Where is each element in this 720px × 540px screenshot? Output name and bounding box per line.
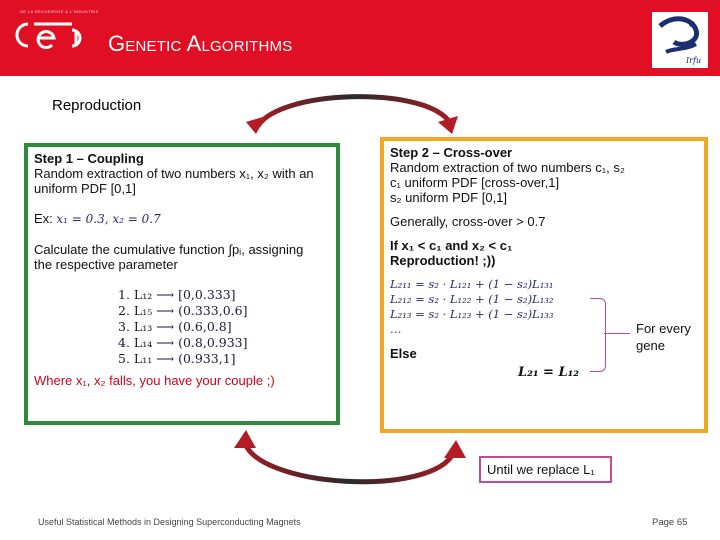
equation-row: L₂₁₂ = s₂ · L₁₂₂ + (1 − s₂)L₁₃₂ <box>390 292 554 306</box>
step1-coupling-box <box>24 143 340 425</box>
gene-bracket-pointer <box>604 333 630 334</box>
step1-cumulative-line2: the respective parameter <box>34 257 178 272</box>
equation-row: L₂₁₃ = s₂ · L₁₂₃ + (1 − s₂)L₁₃₃ <box>390 307 554 321</box>
step2-generally: Generally, cross-over > 0.7 <box>390 214 546 229</box>
page-number: Page 65 <box>652 517 688 528</box>
step2-else-equation: L₂₁ = L₁₂ <box>518 365 580 380</box>
gene-bracket-icon <box>590 298 606 372</box>
step2-else-label: Else <box>390 346 417 361</box>
list-item: 5. L₁₁ ⟶ (0.933,1] <box>118 351 236 366</box>
list-item: 4. L₁₄ ⟶ (0.8,0.933] <box>118 335 248 350</box>
cea-logo <box>14 18 94 54</box>
step2-crossover-box <box>380 137 708 433</box>
step1-line2: uniform PDF [0,1] <box>34 181 136 196</box>
fitness-interval-list <box>118 287 330 367</box>
list-item: 1. L₁₂ ⟶ [0,0.333] <box>118 287 236 302</box>
brand-tagline: DE LA RECHERCHE À L'INDUSTRIE <box>20 9 99 14</box>
step2-reproduction: Reproduction! ;)) <box>390 253 496 268</box>
svg-text:Irfu: Irfu <box>686 56 702 65</box>
step1-cumulative-line1: Calculate the cumulative function ∫pᵢ, assigning <box>34 242 304 257</box>
equation-row: … <box>390 322 402 336</box>
slide-title: Genetic Algorithms <box>108 31 293 56</box>
header-bar <box>0 0 720 76</box>
section-subtitle: Reproduction <box>52 97 142 114</box>
step1-example: Ex: x₁ = 0.3, x₂ = 0.7 <box>34 211 161 226</box>
step2-condition: If x₁ < c₁ and x₂ < c₁ <box>390 238 513 253</box>
step1-line1: Random extraction of two numbers x₁, x₂ with an <box>34 166 314 181</box>
step1-conclusion: Where x₁, x₂ falls, you have your couple ;) <box>34 373 275 388</box>
irfu-logo <box>652 12 708 68</box>
step1-title: Step 1 – Coupling <box>34 151 144 166</box>
equation-row: L₂₁₁ = s₂ · L₁₂₁ + (1 − s₂)L₁₃₁ <box>390 277 554 291</box>
list-item: 2. L₁₅ ⟶ (0.333,0.6] <box>118 303 248 318</box>
step2-line3: s₂ uniform PDF [0,1] <box>390 190 508 205</box>
until-condition-box: Until we replace L₁ <box>479 456 612 483</box>
step2-line2: c₁ uniform PDF [cross-over,1] <box>390 175 560 190</box>
footer-text: Useful Statistical Methods in Designing Superconducting Magnets <box>38 517 301 527</box>
list-item: 3. L₁₃ ⟶ (0.6,0.8] <box>118 319 232 334</box>
step2-line1: Random extraction of two numbers c₁, s₂ <box>390 160 625 175</box>
step2-title: Step 2 – Cross-over <box>390 145 513 160</box>
for-every-gene-note: For every gene <box>636 321 691 353</box>
cycle-arrow-top-icon <box>230 86 470 136</box>
